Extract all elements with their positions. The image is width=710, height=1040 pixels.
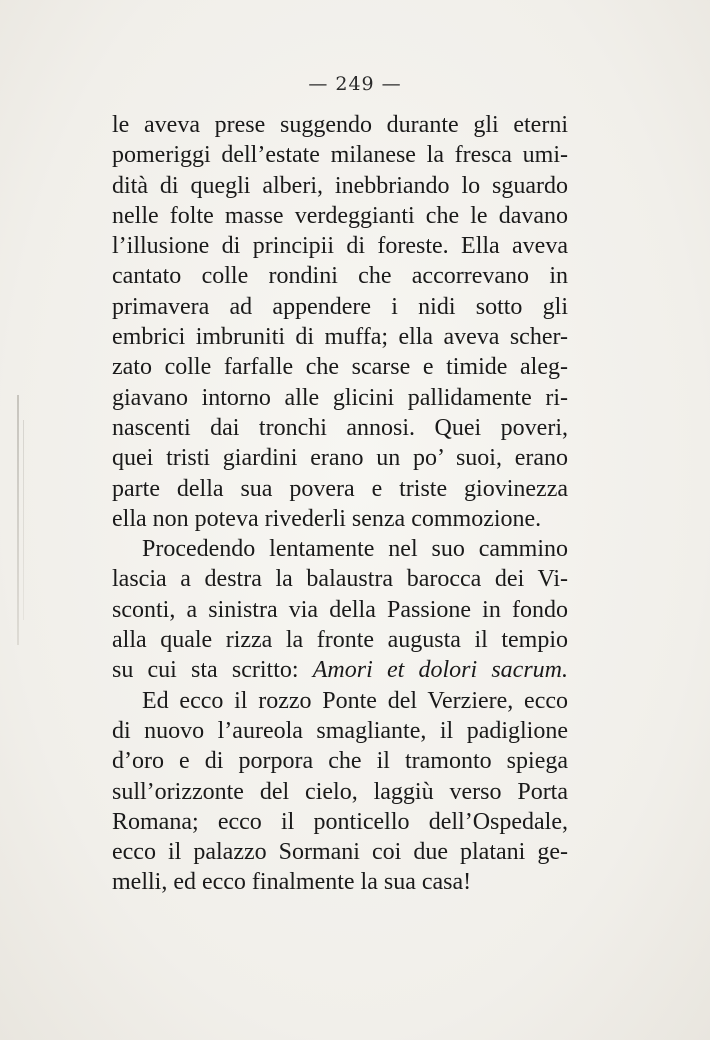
scan-margin-mark: [23, 420, 24, 620]
text-line: pomeriggi dell’estate milanese la fresca umi-: [112, 142, 568, 169]
text-line: primavera ad appendere i nidi sotto gli: [112, 293, 568, 320]
paragraph-1: [112, 110, 568, 534]
text-line: dità di quegli alberi, inebbriando lo sguardo: [112, 172, 568, 199]
text-segment: su cui sta scritto:: [112, 657, 299, 684]
text-line: d’oro e di porpora che il tramonto spiega: [112, 748, 568, 775]
page-number: — 249 —: [308, 73, 402, 95]
text-line: Ed ecco il rozzo Ponte del Verziere, ecco: [142, 687, 568, 714]
text-line: quei tristi giardini erano un po’ suoi, erano: [112, 445, 568, 472]
text-line: alla quale rizza la fronte augusta il tempio: [112, 627, 568, 654]
text-line: sull’orizzonte del cielo, laggiù verso Porta: [112, 778, 568, 805]
text-line: l’illusione di principii di foreste. Ella aveva: [112, 233, 568, 260]
text-line: ecco il palazzo Sormani coi due platani ge-: [112, 839, 568, 866]
text-line: di nuovo l’aureola smagliante, il padiglione: [112, 717, 568, 744]
text-line: lascia a destra la balaustra barocca dei Vi-: [112, 566, 568, 593]
text-line: [112, 655, 568, 685]
text-line: embrici imbruniti di muffa; ella aveva scher-: [112, 324, 568, 351]
text-line: parte della sua povera e triste giovinezza: [112, 475, 568, 502]
text-line: zato colle farfalle che scarse e timide aleg-: [112, 354, 568, 381]
text-line: nascenti dai tronchi annosi. Quei poveri,: [112, 414, 568, 441]
text-line: Romana; ecco il ponticello dell’Ospedale,: [112, 808, 568, 835]
body-text: [112, 110, 568, 898]
text-line: Procedendo lentamente nel suo cammino: [142, 536, 568, 563]
text-line: le aveva prese suggendo durante gli eterni: [112, 112, 568, 138]
text-line: cantato colle rondini che accorrevano in: [112, 263, 568, 290]
scan-margin-mark: [17, 395, 19, 645]
text-line: ella non poteva rivederli senza commozione.: [112, 505, 542, 532]
text-line: sconti, a sinistra via della Passione in fondo: [112, 596, 568, 623]
text-line: nelle folte masse verdeggianti che le davano: [112, 202, 568, 229]
text-line: melli, ed ecco finalmente la sua casa!: [112, 869, 472, 896]
italic-inscription: Amori et dolori sacrum.: [312, 657, 569, 684]
paragraph-3: [112, 686, 568, 898]
text-line: giavano intorno alle glicini pallidamente ri-: [112, 384, 568, 411]
paragraph-2: [112, 534, 568, 685]
